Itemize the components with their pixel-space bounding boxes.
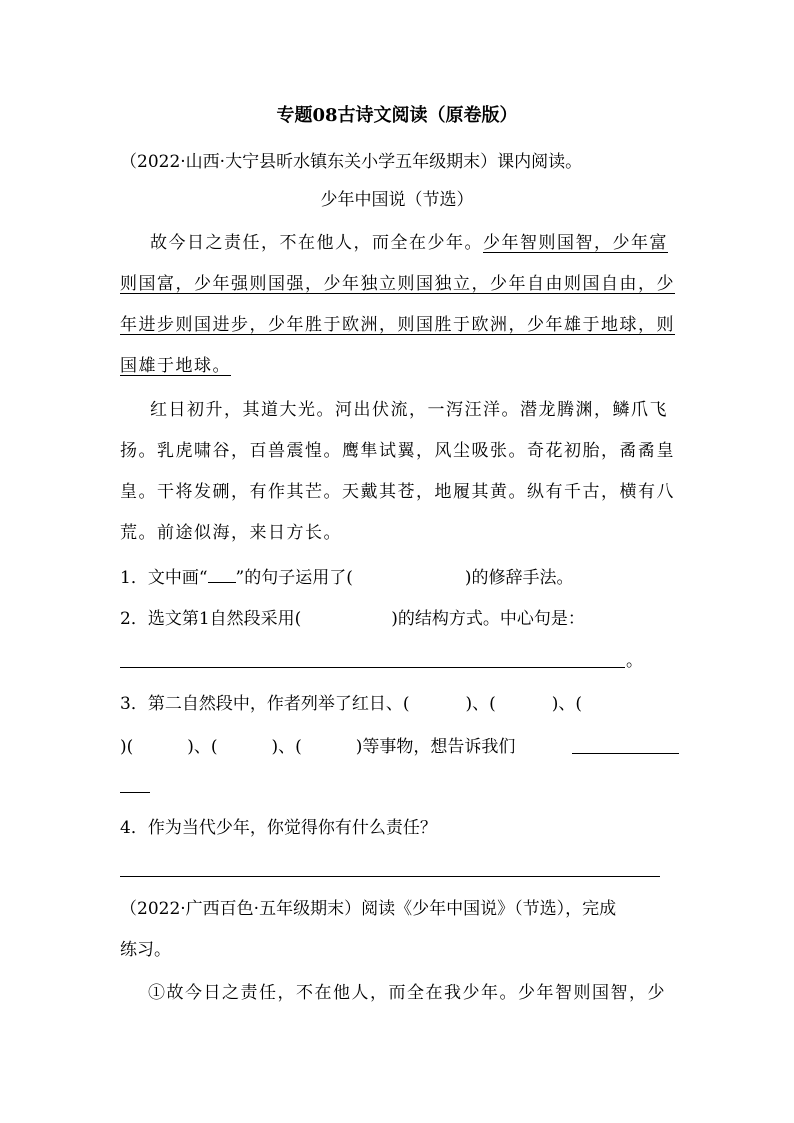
answer-line-q2[interactable] <box>120 667 625 668</box>
answer-line-q3-b[interactable] <box>120 792 150 793</box>
question-1-text-c: )的修辞手法。 <box>464 568 574 588</box>
paragraph-2-line-3: 皇。干将发硎，有作其芒。天戴其苍，地履其黄。纵有千古，横有八 <box>120 482 675 502</box>
source-note-2-line-2: 练习。 <box>120 940 171 960</box>
question-3-sep-1: )、( <box>465 694 496 714</box>
paragraph-2-line-2: 扬。乳虎啸谷，百兽震惶。鹰隼试翼，风尘吸张。奇花初胎，矞矞皇 <box>120 441 675 461</box>
paragraph-1-text: 故今日之责任，不在他人，而全在少年。 <box>150 233 483 253</box>
underlined-sentence: 少年智则国智，少年富 <box>483 233 668 253</box>
paragraph-1-line-1 <box>150 233 668 253</box>
question-2-end: 。 <box>626 651 643 671</box>
question-4: 4．作为当代少年，你觉得你有什么责任？ <box>120 818 437 838</box>
question-3-line-2 <box>120 737 515 757</box>
answer-line-q3-a[interactable] <box>572 753 679 754</box>
question-2-text-b: )的结构方式。中心句是： <box>391 609 585 629</box>
question-3-sep-2: )、( <box>551 694 582 714</box>
paragraph-1-line-2: 则国富，少年强则国强，少年独立则国独立，少年自由则国自由，少 <box>120 274 675 294</box>
paragraph-2-line-1: 红日初升，其道大光。河出伏流，一泻汪洋。潜龙腾渊，鳞爪飞 <box>150 400 668 420</box>
question-1-text-b: ”的句子运用了( <box>235 568 353 588</box>
source-note-1: （2022·山西·大宁县昕水镇东关小学五年级期末）课内阅读。 <box>120 152 583 172</box>
paragraph-1-line-4: 国雄于地球。 <box>120 356 231 376</box>
paragraph-3-text: 故今日之责任，不在他人，而全在我少年。少年智则国智，少 <box>166 983 666 1003</box>
paragraph-1-line-3: 年进步则国进步，少年胜于欧洲，则国胜于欧洲，少年雄于地球，则 <box>120 315 675 335</box>
question-3-l2-text-a: )( <box>120 737 134 757</box>
question-3-l2-sep-2: )、( <box>271 737 302 757</box>
question-1 <box>120 566 573 588</box>
passage-title: 少年中国说（节选） <box>320 190 474 210</box>
question-1-text-a: 1．文中画“ <box>120 568 208 588</box>
answer-line-q4[interactable] <box>120 876 660 877</box>
answer-blank-underline-sample <box>208 566 236 583</box>
paragraph-2-line-4: 荒。前途似海，来日方长。 <box>120 523 342 543</box>
page-title: 专题08古诗文阅读（原卷版） <box>276 105 518 126</box>
question-3-l2-end: )等事物，想告诉我们 <box>355 737 516 757</box>
question-3-l2-sep-1: )、( <box>187 737 218 757</box>
question-2-text-a: 2．选文第1自然段采用( <box>120 609 302 629</box>
question-2 <box>120 609 585 629</box>
source-note-2-line-1: （2022·广西百色·五年级期末）阅读《少年中国说》（节选），完成 <box>120 899 617 919</box>
paragraph-number-circled-1: ① <box>148 983 167 1003</box>
paragraph-3-line-1 <box>148 983 666 1003</box>
question-3-line-1 <box>120 694 582 714</box>
question-3-text-a: 3．第二自然段中，作者列举了红日、( <box>120 694 410 714</box>
